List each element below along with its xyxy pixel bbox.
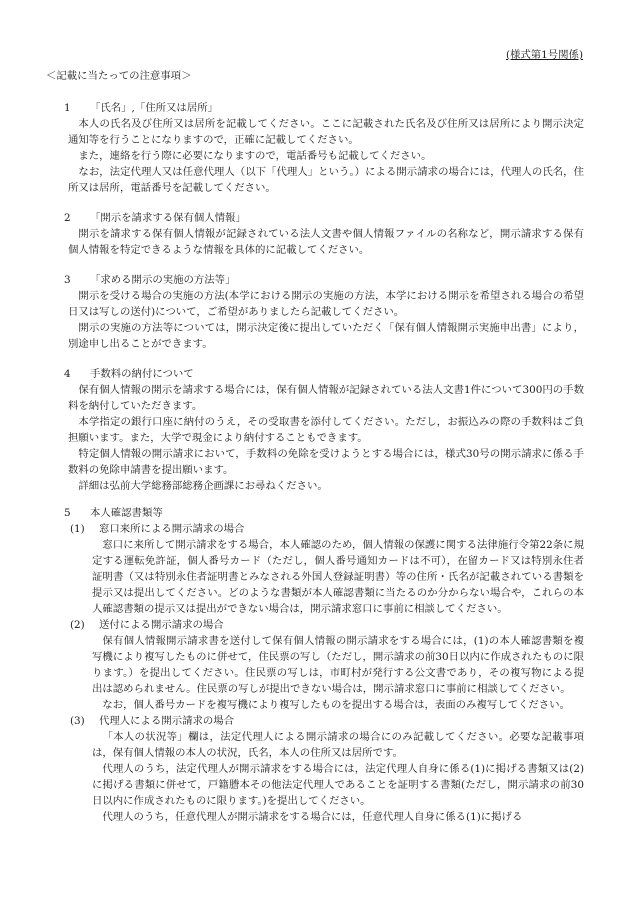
subsection-title: [46, 617, 584, 633]
form-reference: (様式第1号関係): [505, 49, 583, 61]
subsection-paragraph: 代理人のうち，任意代理人が開示請求をする場合には，任意代理人自身に係る(1)に掲げる: [102, 811, 523, 823]
subsection-paragraph: 保有個人情報開示請求書を送付して保有個人情報の開示請求をする場合には，(1)の本人確認書類を複写機により複写したものに併せて，住民票の写し（ただし，開示請求の前30日以内に作成されたものに限ります。）を提出してください。住民票の写しは，市町村が発行する公文書であり，その複写物による提出は認められません。住民票の写しが提出できない場合は，開示請求窓口に事前に相談してください。: [92, 635, 584, 695]
subsection-title-text: 代理人による開示請求の場合: [99, 715, 235, 727]
section-title-text: 「氏名」,「住所又は居所」: [90, 102, 218, 114]
section-number: 4: [64, 368, 71, 380]
section-title: [46, 272, 584, 288]
subsection-number: (2): [70, 619, 85, 631]
section-paragraph: 詳細は弘前大学総務部総務企画課にお尋ねください。: [78, 480, 328, 492]
subsection-paragraph: なお，個人番号カードを複写機により複写したものを提出する場合は，表面のみ複写してください。: [102, 699, 570, 711]
subsection-title-text: 送付による開示請求の場合: [99, 619, 224, 631]
section-paragraph: 開示を受ける場合の実施の方法(本学における開示の実施の方法，本学における開示を希望される場合の希望日又は写しの送付)について，ご希望がありましたら記載してください。: [68, 290, 584, 318]
section-title: [46, 210, 584, 226]
section-title-text: 「求める開示の実施の方法等」: [90, 274, 236, 286]
subsection-3: [46, 713, 584, 825]
subsection-number: (1): [70, 523, 85, 535]
subsection-paragraph: 代理人のうち，法定代理人が開示請求をする場合には，法定代理人自身に係る(1)に掲げる書類又は(2)に掲げる書類に併せて，戸籍謄本その他法定代理人であることを証明する書類(ただし，開示請求の前30日以内に作成されたものに限ります。)を提出してください。: [92, 763, 584, 807]
subsection-paragraph: 「本人の状況等」欄は，法定代理人による開示請求の場合にのみ記載してください。必要な記載事項は，保有個人情報の本人の状況，氏名，本人の住所又は居所です。: [92, 731, 584, 759]
subsection-title-text: 窓口来所による開示請求の場合: [99, 523, 245, 535]
section-5: [46, 505, 584, 825]
section-number: 1: [64, 102, 71, 114]
section-paragraph: 本人の氏名及び住所又は居所を記載してください。ここに記載された氏名及び住所又は居所により開示決定通知等を行うことになりますので，正確に記載してください。: [68, 118, 584, 146]
section-title-text: 本人確認書類等: [90, 507, 163, 519]
section-paragraph: 特定個人情報の開示請求において，手数料の免除を受けようとする場合には，様式30号の開示請求に係る手数料の免除申請書を提出願います。: [68, 448, 584, 476]
subsection-number: (3): [70, 715, 85, 727]
section-paragraph: なお，法定代理人又は任意代理人（以下「代理人」という。）による開示請求の場合には，代理人の氏名，住所又は居所，電話番号を記載してください。: [68, 166, 584, 194]
subsection-title: [46, 713, 584, 729]
section-title: [46, 505, 584, 521]
section-2: [46, 210, 584, 258]
section-1: [46, 100, 584, 196]
section-title: [46, 366, 584, 382]
subsection-paragraph: 窓口に来所して開示請求をする場合，本人確認のため，個人情報の保護に関する法律施行令第22条に規定する運転免許証，個人番号カード（ただし，個人番号通知カードは不可），在留カード又は特別永住者証明書（又は特別永住者証明書とみなされる外国人登録証明書）等の住所・氏名が記載されている書類を提示又は提出してください。どのような書類が本人確認書類に当たるのか分からない場合や，これらの本人確認書類の提示又は提出ができない場合は，開示請求窓口に事前に相談してください。: [92, 539, 584, 615]
section-title: [46, 100, 584, 116]
section-number: 3: [64, 274, 71, 286]
section-title-text: 手数料の納付について: [90, 368, 194, 380]
section-number: 2: [64, 212, 71, 224]
subsection-1: [46, 521, 584, 617]
subsection-2: [46, 617, 584, 713]
section-paragraph: 本学指定の銀行口座に納付のうえ，その受取書を添付してください。ただし，お振込みの際の手数料はご負担願います。また，大学で現金により納付することもできます。: [68, 416, 584, 444]
section-4: [46, 366, 584, 494]
section-paragraph: 開示を請求する保有個人情報が記録されている法人文書や個人情報ファイルの名称など，開示請求する保有個人情報を特定できるような情報を具体的に記載してください。: [68, 228, 584, 256]
section-title-text: 「開示を請求する保有個人情報」: [90, 212, 246, 224]
section-paragraph: また，連絡を行う際に必要になりますので，電話番号も記載してください。: [78, 150, 432, 162]
section-paragraph: 開示の実施の方法等については，開示決定後に提出していただく「保有個人情報開示実施申出書」により，別途申し出ることができます。: [68, 322, 584, 350]
section-number: 5: [64, 507, 71, 519]
section-paragraph: 保有個人情報の開示を請求する場合には，保有個人情報が記録されている法人文書1件について300円の手数料を納付していただきます。: [68, 384, 584, 412]
notes-heading: ＜記載に当たっての注意事項＞: [46, 70, 192, 82]
subsection-title: [46, 521, 584, 537]
section-3: [46, 272, 584, 352]
